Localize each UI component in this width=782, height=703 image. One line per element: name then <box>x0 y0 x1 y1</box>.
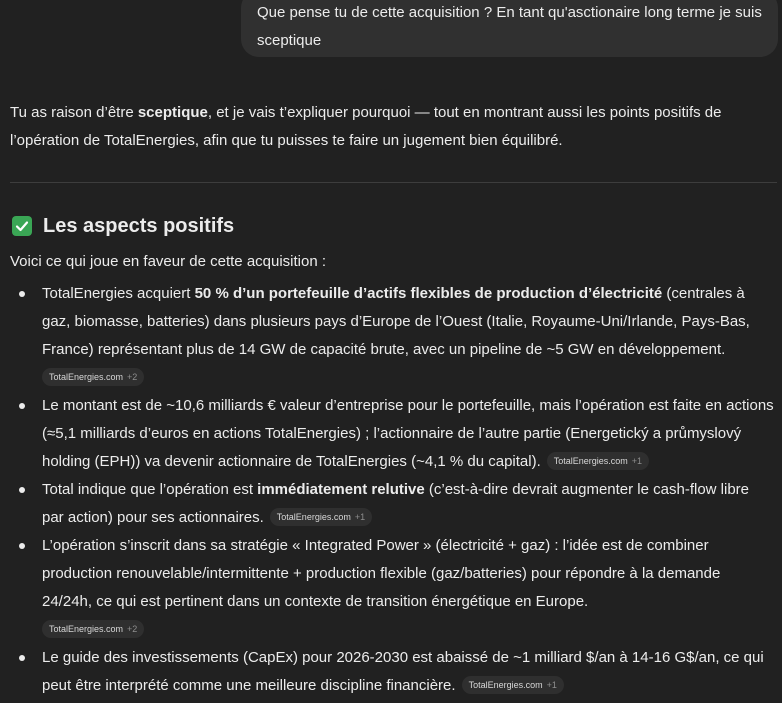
point-bold: 50 % d’un portefeuille d’actifs flexibles de production d’électricité <box>194 285 663 302</box>
source-name: TotalEnergies.com <box>276 512 351 523</box>
list-item <box>0 280 782 392</box>
section-heading <box>12 212 234 240</box>
section-title: Les aspects positifs <box>43 215 235 237</box>
intro-text-end: , et je vais t’expliquer pourquoi — tout en montrant aussi les points positifs de l’opération de TotalEnergies, afin que tu puisses te faire un jugement bien équilibré. <box>10 104 722 149</box>
source-count: +1 <box>354 512 366 523</box>
source-chip[interactable] <box>547 452 649 470</box>
source-chip[interactable] <box>462 676 564 694</box>
source-chip[interactable] <box>42 620 144 638</box>
source-name: TotalEnergies.com <box>553 456 628 467</box>
source-chip[interactable] <box>270 508 372 526</box>
point-text: L’opération s’inscrit dans sa stratégie « Integrated Power » (électricité + gaz) : l’idée est de combiner production renouvelable/intermittente + production flexible (gaz/batteries) pour répondre à la demande 24/24h, ce qui est pertinent dans un contexte de transition énergétique en Europe. <box>42 537 721 610</box>
list-item <box>0 644 782 700</box>
assistant-intro <box>10 99 775 155</box>
positive-points-list <box>0 280 782 700</box>
source-count: +1 <box>546 680 557 691</box>
source-count: +1 <box>631 456 643 467</box>
list-item <box>0 476 782 532</box>
point-text: (c’est-à-dire devrait augmenter le cash-flow libre par action) pour ses actionnaires. <box>42 481 750 526</box>
section-divider <box>10 182 777 183</box>
source-count: +2 <box>127 624 138 635</box>
point-text: (centrales à gaz, biomasse, batteries) dans plusieurs pays d’Europe de l’Ouest (Italie, Royaume-Uni/Irlande, Pays-Bas, France) représentant plus de 14 GW de capacité brute, avec un pipeline de ~5 GW en développement. <box>42 285 750 358</box>
point-bold: immédiatement relutive <box>257 481 425 498</box>
user-message-text: Que pense tu de cette acquisition ? En tant qu'asctionaire long terme je suis sceptique <box>257 4 762 49</box>
check-mark-button-icon <box>12 216 32 236</box>
point-text: Le montant est de ~10,6 milliards € valeur d’entreprise pour le portefeuille, mais l’opération est faite en actions (≈5,1 milliards d’euros en actions TotalEnergies) ; l’actionnaire de l’autre partie (Energetický a průmyslový holding (EPH)) va devenir actionnaire de TotalEnergies (~4,1 % du capital). <box>42 397 774 470</box>
intro-text-start: Tu as raison d’être <box>10 104 138 121</box>
point-text: Le guide des investissements (CapEx) pour 2026-2030 est abaissé de ~1 milliard $/an à 14-16 G$/an, ce qui peut être interprété comme une meilleure discipline financière. <box>42 649 764 694</box>
source-name: TotalEnergies.com <box>468 680 543 691</box>
point-text: Total indique que l’opération est <box>42 481 258 498</box>
source-name: TotalEnergies.com <box>49 624 124 635</box>
point-text: TotalEnergies acquiert <box>42 285 195 302</box>
list-item <box>0 392 782 476</box>
section-lead: Voici ce qui joue en faveur de cette acquisition : <box>10 253 327 270</box>
source-name: TotalEnergies.com <box>49 372 124 383</box>
intro-bold-word: sceptique <box>137 104 208 121</box>
list-item <box>0 532 782 644</box>
source-chip[interactable] <box>42 368 144 386</box>
user-message-bubble <box>241 0 778 57</box>
source-count: +2 <box>127 372 138 383</box>
